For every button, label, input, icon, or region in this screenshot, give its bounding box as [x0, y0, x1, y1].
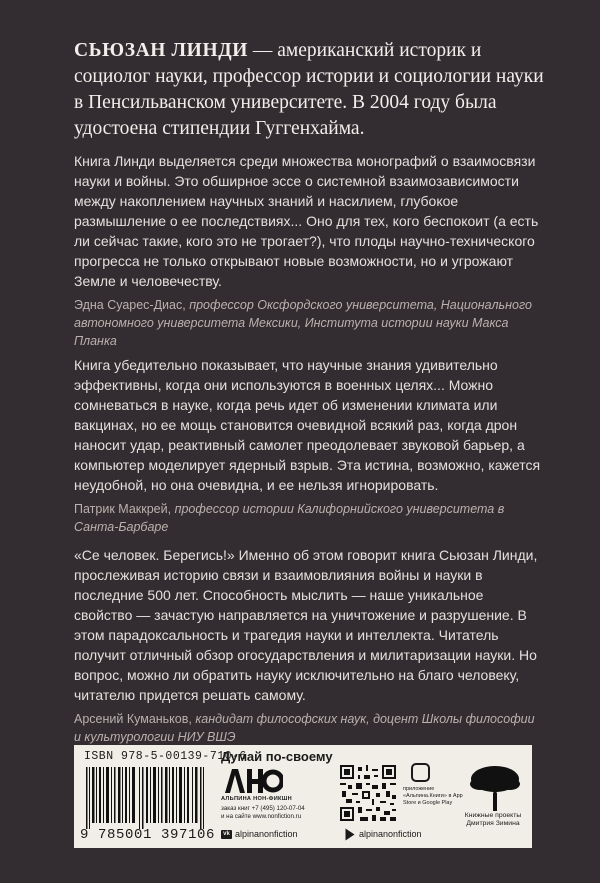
author-bio [74, 38, 544, 142]
publisher-name: АЛЬПИНА НОН-ФИКШН [221, 796, 292, 802]
vk-icon: vk [221, 830, 232, 839]
order-phone: заказ книг +7 (495) 120-07-04 [221, 805, 305, 812]
review-quote-1 [74, 151, 544, 350]
publisher-website: и на сайте www.nonfiction.ru [221, 813, 302, 820]
quote-author-role: кандидат философских наук, доцент Школы философии и культурологии НИУ ВШЭ [74, 712, 535, 744]
telegram-icon [346, 828, 355, 840]
barcode-icon [84, 767, 206, 829]
tree-icon [466, 763, 524, 811]
quote-author: Эдна Суарес-Диас, [74, 298, 186, 312]
isbn-number: 9 785001 397106 [80, 827, 216, 843]
quote-author-role: профессор истории Калифорнийского университета в Санта-Барбаре [74, 502, 505, 534]
app-icon [411, 763, 430, 782]
quote-attribution [74, 296, 544, 350]
quote-text: «Се человек. Берегись!» Именно об этом говорит книга Сьюзан Линди, прослеживая историю связи и взаимовлияния войны и науки в последние 500 лет. Способность мыслить — наше уникальное свойство — зачастую направляется на уничтожение и разрушение. В этом парадоксальность и трагедия науки и интеллекта. Читатель получит отличный обзор огосударствления и милитаризации науки. Но вопрос, можно ли обратить науку исключительно на благо человеку, читателю придется решать самому. [74, 547, 538, 703]
app-promo-text: приложение «Альпина.Книги» в App Store и Google Play [403, 786, 463, 806]
quote-author-role: профессор Оксфордского университета, Национального автономного университета Мексики, Института истории науки Макса Планка [74, 298, 532, 348]
telegram-handle: alpinanonfiction [359, 829, 422, 839]
quote-text: Книга убедительно показывает, что научные знания удивительно эффективны, когда они используются в военных целях... Можно сомневаться в науке, когда речь идет об изменении климата или вакцинах, но ее мощь становится очевидной всякий раз, когда дрон наносит удар, реактивный самолет преодолевает звуковой барьер, а компьютер моделирует ядерный взрыв. Эта истина, возможно, кажется неудобной, но она очевидна, и ее нельзя игнорировать. [74, 357, 541, 493]
author-bio-text: — американский историк и социолог науки, профессор истории и социологии науки в Пенсильванском университете. В 2004 году была удостоена стипендии Гуггенхайма. [74, 40, 544, 139]
vk-handle: alpinanonfiction [235, 829, 298, 839]
vk-link [221, 829, 298, 839]
quote-attribution [74, 500, 544, 536]
isbn-label: ISBN 978-5-00139-710-6 [84, 750, 247, 763]
qr-code-icon [340, 765, 396, 821]
publisher-info-panel [74, 745, 532, 848]
publisher-slogan: Думай по-своему [221, 749, 333, 764]
review-quote-3 [74, 545, 544, 746]
author-name: СЬЮЗАН ЛИНДИ [74, 40, 248, 61]
zimin-projects-text: Книжные проекты Дмитрия Зимина [464, 812, 522, 827]
review-quote-2 [74, 355, 544, 536]
quote-author: Арсений Куманьков, [74, 712, 192, 726]
publisher-logo-icon [223, 765, 283, 795]
quote-author: Патрик Маккрей, [74, 502, 172, 516]
telegram-link [344, 829, 422, 839]
quote-text: Книга Линди выделяется среди множества монографий о взаимосвязи науки и войны. Это обширное эссе о системной взаимозависимости между накоплением научных знаний и насилием, глубокое размышление о ее последствиях... Оно для тех, кого беспокоит (а есть ли сейчас такие, кого это не трогает?), что плоды научно-технического прогресса не только открывают новые возможности, но и угрожают Земле и человечеству. [74, 153, 539, 289]
quote-attribution [74, 710, 544, 746]
